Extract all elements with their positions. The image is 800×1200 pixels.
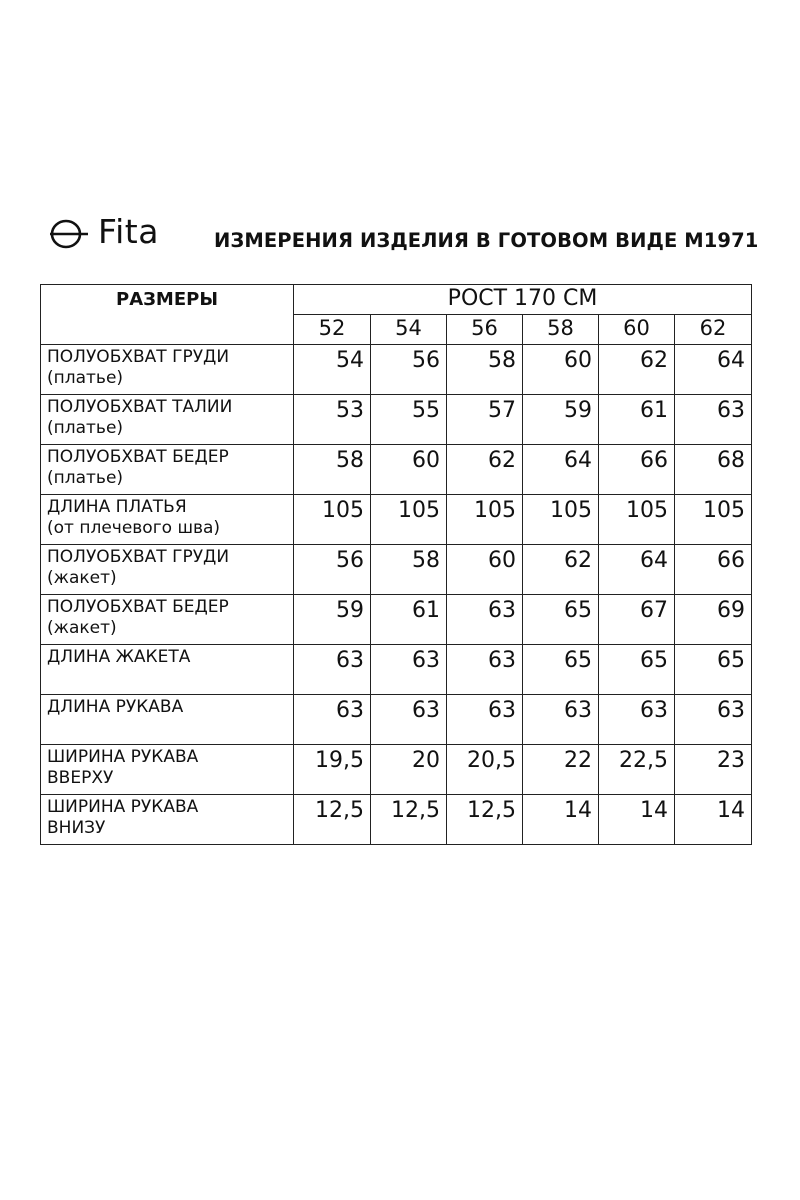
table-row [41, 645, 752, 695]
measurement-name-cell [41, 745, 294, 795]
measurement-name: ДЛИНА ПЛАТЬЯ [47, 497, 187, 517]
measurement-name: ПОЛУОБХВАТ БЕДЕР [47, 597, 229, 617]
table-row [41, 595, 752, 645]
measurement-value: 59 [294, 595, 371, 645]
measurement-value: 58 [447, 345, 523, 395]
brand-name: Fita [98, 211, 159, 251]
measurement-value: 61 [371, 595, 447, 645]
measurement-value: 12,5 [447, 795, 523, 845]
page-title: ИЗМЕРЕНИЯ ИЗДЕЛИЯ В ГОТОВОМ ВИДЕ М1971 [214, 229, 759, 252]
measurement-name: ПОЛУОБХВАТ ГРУДИ [47, 347, 230, 367]
measurement-value: 58 [294, 445, 371, 495]
measurement-value: 58 [371, 545, 447, 595]
measurement-value: 66 [599, 445, 675, 495]
brand-logo [46, 210, 159, 254]
measurement-value: 63 [447, 645, 523, 695]
measurement-name-cell [41, 345, 294, 395]
measurement-value: 105 [447, 495, 523, 545]
size-header-cell: 54 [371, 315, 447, 345]
measurement-value: 57 [447, 395, 523, 445]
measurement-note: (платье) [47, 368, 124, 388]
measurement-value: 56 [294, 545, 371, 595]
measurement-value: 105 [523, 495, 599, 545]
measurement-value: 53 [294, 395, 371, 445]
measurement-note: (платье) [47, 468, 124, 488]
measurement-name: ШИРИНА РУКАВА [47, 747, 199, 767]
measurement-value: 64 [675, 345, 752, 395]
measurement-value: 14 [523, 795, 599, 845]
size-header-cell: 62 [675, 315, 752, 345]
measurement-value: 105 [294, 495, 371, 545]
measurement-value: 66 [675, 545, 752, 595]
measurement-value: 54 [294, 345, 371, 395]
measurement-name: ДЛИНА ЖАКЕТА [47, 647, 191, 667]
size-chart-table [40, 284, 752, 845]
measurement-name-cell [41, 445, 294, 495]
measurement-value: 65 [523, 645, 599, 695]
table-row [41, 795, 752, 845]
measurement-name-cell [41, 495, 294, 545]
table-row [41, 445, 752, 495]
measurement-name-cell [41, 545, 294, 595]
measurement-value: 63 [371, 695, 447, 745]
measurement-value: 69 [675, 595, 752, 645]
measurement-value: 56 [371, 345, 447, 395]
measurement-value: 62 [599, 345, 675, 395]
size-header-cell: 52 [294, 315, 371, 345]
measurement-name-cell [41, 395, 294, 445]
measurement-value: 14 [599, 795, 675, 845]
measurement-value: 63 [447, 595, 523, 645]
measurement-value: 60 [371, 445, 447, 495]
measurement-value: 23 [675, 745, 752, 795]
measurement-name: ПОЛУОБХВАТ ГРУДИ [47, 547, 230, 567]
growth-header: РОСТ 170 СМ [294, 285, 752, 315]
measurement-value: 68 [675, 445, 752, 495]
size-header-cell: 58 [523, 315, 599, 345]
measurement-value: 60 [523, 345, 599, 395]
measurement-name: ПОЛУОБХВАТ БЕДЕР [47, 447, 229, 467]
fita-theta-logo-icon [46, 212, 92, 252]
sizes-header: РАЗМЕРЫ [41, 285, 294, 345]
measurement-note: (жакет) [47, 618, 117, 638]
measurement-value: 55 [371, 395, 447, 445]
table-row [41, 695, 752, 745]
measurement-value: 20 [371, 745, 447, 795]
measurement-value: 105 [599, 495, 675, 545]
measurement-value: 65 [523, 595, 599, 645]
measurement-value: 60 [447, 545, 523, 595]
measurement-value: 105 [371, 495, 447, 545]
measurement-value: 62 [523, 545, 599, 595]
table-row [41, 545, 752, 595]
measurement-value: 14 [675, 795, 752, 845]
measurement-value: 22,5 [599, 745, 675, 795]
measurement-value: 63 [294, 695, 371, 745]
measurement-note: ВВЕРХУ [47, 768, 114, 788]
measurement-value: 12,5 [294, 795, 371, 845]
table-row [41, 345, 752, 395]
measurement-value: 105 [675, 495, 752, 545]
measurement-value: 62 [447, 445, 523, 495]
measurement-value: 63 [371, 645, 447, 695]
measurement-value: 63 [675, 695, 752, 745]
measurement-value: 61 [599, 395, 675, 445]
measurement-name: ДЛИНА РУКАВА [47, 697, 184, 717]
measurement-value: 65 [599, 645, 675, 695]
measurement-value: 59 [523, 395, 599, 445]
measurement-note: (жакет) [47, 568, 117, 588]
measurement-name-cell [41, 645, 294, 695]
measurement-value: 63 [599, 695, 675, 745]
measurement-value: 65 [675, 645, 752, 695]
measurement-value: 64 [523, 445, 599, 495]
measurement-name: ПОЛУОБХВАТ ТАЛИИ [47, 397, 233, 417]
measurement-value: 22 [523, 745, 599, 795]
measurement-value: 12,5 [371, 795, 447, 845]
measurement-value: 63 [447, 695, 523, 745]
measurement-note: (платье) [47, 418, 124, 438]
measurement-note: ВНИЗУ [47, 818, 106, 838]
measurement-value: 64 [599, 545, 675, 595]
table-row [41, 395, 752, 445]
measurement-value: 67 [599, 595, 675, 645]
size-header-cell: 60 [599, 315, 675, 345]
size-header-cell: 56 [447, 315, 523, 345]
measurement-note: (от плечевого шва) [47, 518, 221, 538]
measurement-value: 63 [294, 645, 371, 695]
measurement-value: 63 [675, 395, 752, 445]
table-row [41, 745, 752, 795]
table-row [41, 495, 752, 545]
measurement-name-cell [41, 795, 294, 845]
measurement-value: 20,5 [447, 745, 523, 795]
measurement-name-cell [41, 695, 294, 745]
measurement-name-cell [41, 595, 294, 645]
measurement-value: 63 [523, 695, 599, 745]
measurement-value: 19,5 [294, 745, 371, 795]
measurement-name: ШИРИНА РУКАВА [47, 797, 199, 817]
